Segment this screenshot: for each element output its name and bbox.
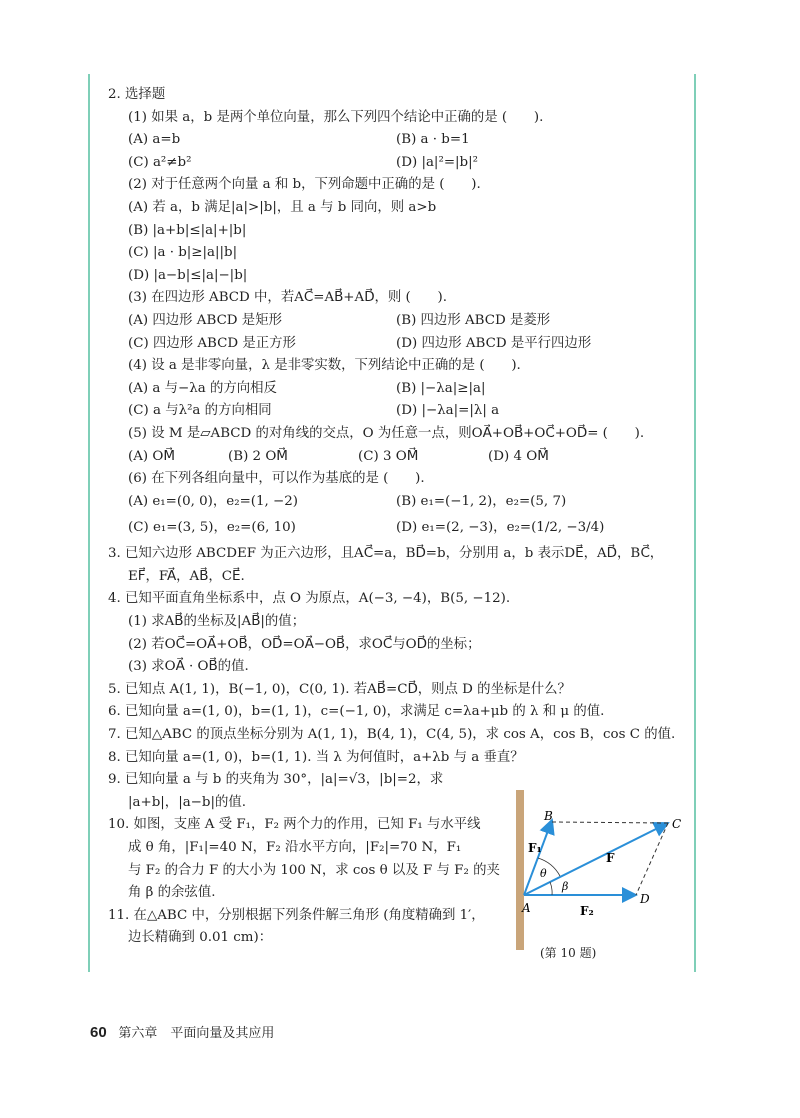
dashed-bc	[552, 822, 668, 823]
q2-2-option-d: (D) |a−b|≤|a|−|b|	[128, 267, 248, 283]
q10-line-2: 成 θ 角，|F₁|=40 N，F₂ 沿水平方向，|F₂|=70 N，F₁	[128, 840, 462, 855]
q4-part-2: (2) 若OC⃗=OA⃗+OB⃗，OD⃗=OA⃗−OB⃗，求OC⃗与OD⃗的坐标；	[128, 636, 481, 652]
label-f: F	[606, 851, 615, 865]
q2-3-option-b: (B) 四边形 ABCD 是菱形	[396, 312, 551, 328]
label-a: A	[522, 901, 531, 915]
q2-6-options-cd	[108, 513, 694, 543]
q2-1-option-a: (A) a=b	[128, 132, 181, 148]
q2-2-option-c: (C) |a · b|≥|a||b|	[128, 245, 238, 261]
q2-6-option-c: (C) e₁=(3, 5)，e₂=(6, 10)	[128, 520, 296, 536]
q3-line-2: EF⃗，FA⃗，AB⃗，CE⃗.	[128, 568, 245, 584]
q9-line-2: |a+b|，|a−b|的值.	[128, 794, 247, 810]
label-c: C	[672, 817, 682, 831]
q2-3-option-a: (A) 四边形 ABCD 是矩形	[128, 312, 282, 328]
q2-5-option-a: (A) OM⃗	[128, 448, 175, 464]
q2-4-option-d: (D) |−λa|=|λ| a	[396, 403, 500, 419]
q4-stem: 4. 已知平面直角坐标系中，点 O 为原点，A(−3, −4)，B(5, −12).	[108, 591, 511, 607]
q2-1-option-d: (D) |a|²=|b|²	[396, 154, 478, 170]
q2-4-option-c: (C) a 与λ²a 的方向相同	[128, 403, 272, 419]
q2-3-options-ab	[108, 310, 694, 333]
q2-3-stem: (3) 在四边形 ABCD 中，若AC⃗=AB⃗+AD⃗，则 ( ).	[128, 290, 448, 306]
q2-title: 2. 选择题	[108, 87, 166, 102]
q8: 8. 已知向量 a=(1, 0)，b=(1, 1). 当 λ 为何值时，a+λb 与 a 垂直？	[108, 749, 524, 765]
q2-5-stem: (5) 设 M 是▱ABCD 的对角线的交点，O 为任意一点，则OA⃗+OB⃗+OC⃗+OD⃗= ( ).	[128, 425, 645, 441]
q2-2-stem: (2) 对于任意两个向量 a 和 b，下列命题中正确的是 ( ).	[128, 177, 481, 193]
q9-line-1: 9. 已知向量 a 与 b 的夹角为 30°，|a|=√3，|b|=2，求	[108, 772, 444, 788]
force-diagram	[500, 790, 700, 970]
q2-5-options	[108, 446, 694, 469]
q2-6-option-a: (A) e₁=(0, 0)，e₂=(1, −2)	[128, 493, 299, 509]
q2-5-option-c: (C) 3 OM⃗	[358, 448, 419, 464]
q6: 6. 已知向量 a=(1, 0)，b=(1, 1)，c=(−1, 0)，求满足 c=λa+μb 的 λ 和 μ 的值.	[108, 704, 605, 720]
q7: 7. 已知△ABC 的顶点坐标分别为 A(1, 1)，B(4, 1)，C(4, 5)，求 cos A，cos B，cos C 的值.	[108, 727, 676, 743]
q10-line-4: 角 β 的余弦值.	[128, 885, 216, 901]
q4-part-3: (3) 求OA⃗ · OB⃗的值.	[128, 659, 249, 675]
q2-1-options-ab	[108, 129, 694, 152]
page-footer	[90, 1022, 274, 1041]
q2-1-stem: (1) 如果 a，b 是两个单位向量，那么下列四个结论中正确的是 ( ).	[128, 109, 544, 125]
left-margin-line	[88, 74, 90, 972]
label-theta: θ	[540, 867, 547, 880]
beta-arc	[550, 882, 552, 895]
q2-3-options-cd	[108, 333, 694, 356]
q2-4-option-a: (A) a 与−λa 的方向相反	[128, 380, 277, 396]
q2-6-option-d: (D) e₁=(2, −3)，e₂=(1/2, −3/4)	[396, 520, 605, 536]
q2-2-option-b: (B) |a+b|≤|a|+|b|	[128, 222, 247, 238]
q10-line-1: 10. 如图，支座 A 受 F₁，F₂ 两个力的作用，已知 F₁ 与水平线	[108, 817, 481, 833]
q2-2-option-a: (A) 若 a，b 满足|a|>|b|，且 a 与 b 同向，则 a>b	[128, 199, 437, 215]
q2-3-option-d: (D) 四边形 ABCD 是平行四边形	[396, 335, 592, 351]
q2-1-option-c: (C) a²≠b²	[128, 154, 192, 170]
q2-5-option-d: (D) 4 OM⃗	[488, 448, 549, 464]
label-d: D	[640, 892, 650, 906]
q2-4-stem: (4) 设 a 是非零向量，λ 是非零实数，下列结论中正确的是 ( ).	[128, 358, 521, 374]
label-f1: F₁	[528, 841, 542, 855]
q2-4-options-ab	[108, 378, 694, 401]
q2-1-option-b: (B) a · b=1	[396, 132, 470, 148]
q2-4-options-cd	[108, 400, 694, 423]
force-f-arrow	[524, 823, 668, 895]
q2-5-option-b: (B) 2 OM⃗	[228, 448, 288, 464]
q3-line-1: 3. 已知六边形 ABCDEF 为正六边形，且AC⃗=a，BD⃗=b，分别用 a，b 表示DE⃗，AD⃗，BC⃗，	[108, 546, 664, 562]
chapter-title: 第六章 平面向量及其应用	[118, 1025, 275, 1040]
q4-part-1: (1) 求AB⃗的坐标及|AB⃗|的值；	[128, 614, 306, 630]
q2-6-options-ab	[108, 491, 694, 514]
q5: 5. 已知点 A(1, 1)，B(−1, 0)，C(0, 1). 若AB⃗=CD⃗，则点 D 的坐标是什么？	[108, 681, 571, 697]
q2-1-options-cd	[108, 152, 694, 175]
q2-3-option-c: (C) 四边形 ABCD 是正方形	[128, 335, 296, 351]
label-b: B	[544, 809, 553, 823]
page-number: 60	[90, 1024, 107, 1041]
dashed-cd	[636, 823, 668, 895]
figure-caption: (第 10 题)	[540, 946, 597, 960]
q11-line-2: 边长精确到 0.01 cm)：	[128, 930, 273, 946]
q2-6-stem: (6) 在下列各组向量中，可以作为基底的是 ( ).	[128, 471, 425, 487]
q2-4-option-b: (B) |−λa|≥|a|	[396, 380, 486, 396]
q10-line-3: 与 F₂ 的合力 F 的大小为 100 N，求 cos θ 以及 F 与 F₂ 的夹	[128, 862, 500, 878]
support-wall	[516, 790, 524, 950]
q2-6-option-b: (B) e₁=(−1, 2)，e₂=(5, 7)	[396, 493, 567, 509]
q11-line-1: 11. 在△ABC 中，分别根据下列条件解三角形 (角度精确到 1′，	[108, 907, 485, 923]
label-beta: β	[562, 880, 569, 893]
label-f2: F₂	[580, 904, 594, 918]
